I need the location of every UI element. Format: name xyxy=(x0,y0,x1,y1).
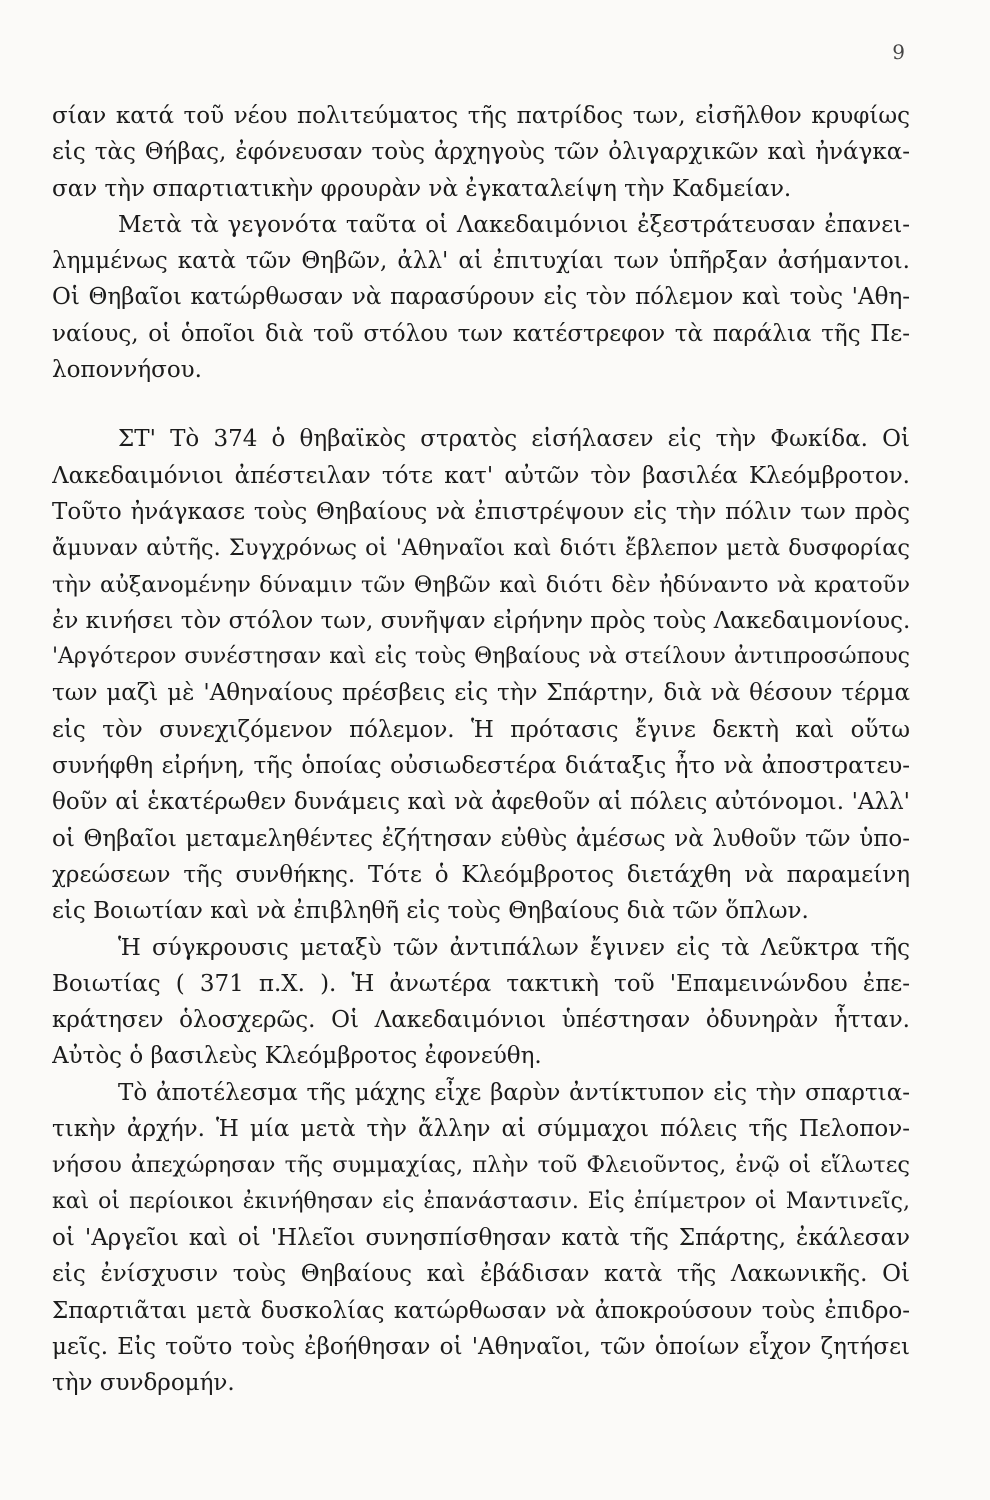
text-line: τὴν συνδρομήν. xyxy=(52,1370,235,1397)
text-line: Μετὰ τὰ γεγονότα ταῦτα οἱ Λακεδαιμόνιοι ἐξεστράτευσαν ἐπανει- xyxy=(118,211,910,238)
text-line: λημμένως κατὰ τῶν Θηβῶν, ἀλλ' αἱ ἐπιτυχίαι των ὑπῆρξαν ἀσήμαντοι. xyxy=(52,248,910,275)
text-line: ἐν κινήσει τὸν στόλον των, συνῆψαν εἰρήνην πρὸς τοὺς Λακεδαιμονίους. xyxy=(52,607,910,634)
text-line: τὴν αὐξανομένην δύναμιν τῶν Θηβῶν καὶ διότι δὲν ἠδύναντο νὰ κρατοῦν xyxy=(52,571,910,598)
text-line: χρεώσεων τῆς συνθήκης. Τότε ὁ Κλεόμβροτος διετάχθη νὰ παραμείνη xyxy=(52,861,910,888)
text-line: εἰς ἐνίσχυσιν τοὺς Θηβαίους καὶ ἐβάδισαν κατὰ τῆς Λακωνικῆς. Οἱ xyxy=(52,1261,910,1288)
text-line: 'Αργότερον συνέστησαν καὶ εἰς τοὺς Θηβαίους νὰ στείλουν ἀντιπροσώπους xyxy=(52,644,910,670)
text-line: εἰς τὸν συνεχιζόμενον πόλεμον. Ἡ πρότασις ἔγινε δεκτὴ καὶ οὕτω xyxy=(52,716,910,743)
text-line: εἰς Βοιωτίαν καὶ νὰ ἐπιβληθῆ εἰς τοὺς Θηβαίους διὰ τῶν ὅπλων. xyxy=(52,898,809,925)
paragraph xyxy=(52,421,910,929)
text-line: ΣΤ' Τὸ 374 ὁ θηβαϊκὸς στρατὸς εἰσήλασεν εἰς τὴν Φωκίδα. Οἱ xyxy=(118,426,910,453)
paragraph xyxy=(52,207,910,388)
page-number: 9 xyxy=(892,40,905,64)
text-line: συνήφθη εἰρήνη, τῆς ὁποίας οὐσιωδεστέρα διάταξις ἦτο νὰ ἀποστρατευ- xyxy=(52,753,910,780)
text-line: λοποννήσου. xyxy=(52,357,202,384)
text-line: θοῦν αἱ ἑκατέρωθεν δυνάμεις καὶ νὰ ἀφεθοῦν αἱ πόλεις αὐτόνομοι. 'Αλλ' xyxy=(52,789,910,816)
text-line: ναίους, οἱ ὁποῖοι διὰ τοῦ στόλου των κατέστρεφον τὰ παράλια τῆς Πε- xyxy=(52,320,910,347)
section-gap xyxy=(52,388,910,421)
paragraph xyxy=(52,1075,910,1402)
text-line: εἰς τὰς Θήβας, ἐφόνευσαν τοὺς ἀρχηγοὺς τῶν ὀλιγαρχικῶν καὶ ἠνάγκα- xyxy=(52,139,910,166)
paragraph xyxy=(52,98,910,207)
page-body xyxy=(52,98,910,1401)
text-line: οἱ 'Αργεῖοι καὶ οἱ 'Ηλεῖοι συνησπίσθησαν κατὰ τῆς Σπάρτης, ἐκάλεσαν xyxy=(52,1224,910,1251)
text-line: μεῖς. Εἰς τοῦτο τοὺς ἐβοήθησαν οἱ 'Αθηναῖοι, τῶν ὁποίων εἶχον ζητήσει xyxy=(52,1333,910,1360)
text-line: κράτησεν ὁλοσχερῶς. Οἱ Λακεδαιμόνιοι ὑπέστησαν ὀδυνηρὰν ἧτταν. xyxy=(52,1007,910,1034)
text-line: Τοῦτο ἠνάγκασε τοὺς Θηβαίους νὰ ἐπιστρέψουν εἰς τὴν πόλιν των πρὸς xyxy=(52,498,910,525)
text-line: Αὐτὸς ὁ βασιλεὺς Κλεόμβροτος ἐφονεύθη. xyxy=(52,1043,542,1070)
text-line: Οἱ Θηβαῖοι κατώρθωσαν νὰ παρασύρουν εἰς τὸν πόλεμον καὶ τοὺς 'Αθη- xyxy=(52,284,910,311)
text-line: Τὸ ἀποτέλεσμα τῆς μάχης εἶχε βαρὺν ἀντίκτυπον εἰς τὴν σπαρτια- xyxy=(118,1079,910,1106)
paragraph xyxy=(52,930,910,1075)
text-line: σίαν κατά τοῦ νέου πολιτεύματος τῆς πατρίδος των, εἰσῆλθον κρυφίως xyxy=(52,103,910,129)
text-line: Ἡ σύγκρουσις μεταξὺ τῶν ἀντιπάλων ἔγινεν εἰς τὰ Λεῦκτρα τῆς xyxy=(118,934,910,961)
text-line: οἱ Θηβαῖοι μεταμεληθέντες ἐζήτησαν εὐθὺς ἀμέσως νὰ λυθοῦν τῶν ὑπο- xyxy=(52,825,910,852)
text-line: Βοιωτίας ( 371 π.Χ. ). Ἡ ἀνωτέρα τακτικὴ τοῦ 'Επαμεινώνδου ἐπε- xyxy=(52,970,910,997)
text-line: σαν τὴν σπαρτιατικὴν φρουρὰν νὰ ἐγκαταλείψη τὴν Καδμείαν. xyxy=(52,175,792,202)
text-line: τικὴν ἀρχήν. Ἡ μία μετὰ τὴν ἄλλην αἱ σύμμαχοι πόλεις τῆς Πελοπον- xyxy=(52,1116,910,1143)
text-line: Σπαρτιᾶται μετὰ δυσκολίας κατώρθωσαν νὰ ἀποκρούσουν τοὺς ἐπιδρο- xyxy=(52,1297,910,1324)
text-line: ἄμυναν αὐτῆς. Συγχρόνως οἱ 'Αθηναῖοι καὶ διότι ἔβλεπον μετὰ δυσφορίας xyxy=(52,535,910,562)
text-line: Λακεδαιμόνιοι ἀπέστειλαν τότε κατ' αὐτῶν τὸν βασιλέα Κλεόμβροτον. xyxy=(52,462,910,489)
text-line: των μαζὶ μὲ 'Αθηναίους πρέσβεις εἰς τὴν Σπάρτην, διὰ νὰ θέσουν τέρμα xyxy=(52,680,910,707)
text-line: καὶ οἱ περίοικοι ἐκινήθησαν εἰς ἐπανάστασιν. Εἰς ἐπίμετρον οἱ Μαντινεῖς, xyxy=(52,1188,910,1214)
text-line: νήσου ἀπεχώρησαν τῆς συμμαχίας, πλὴν τοῦ Φλειοῦντος, ἐνῷ οἱ εἵλωτες xyxy=(52,1152,910,1179)
